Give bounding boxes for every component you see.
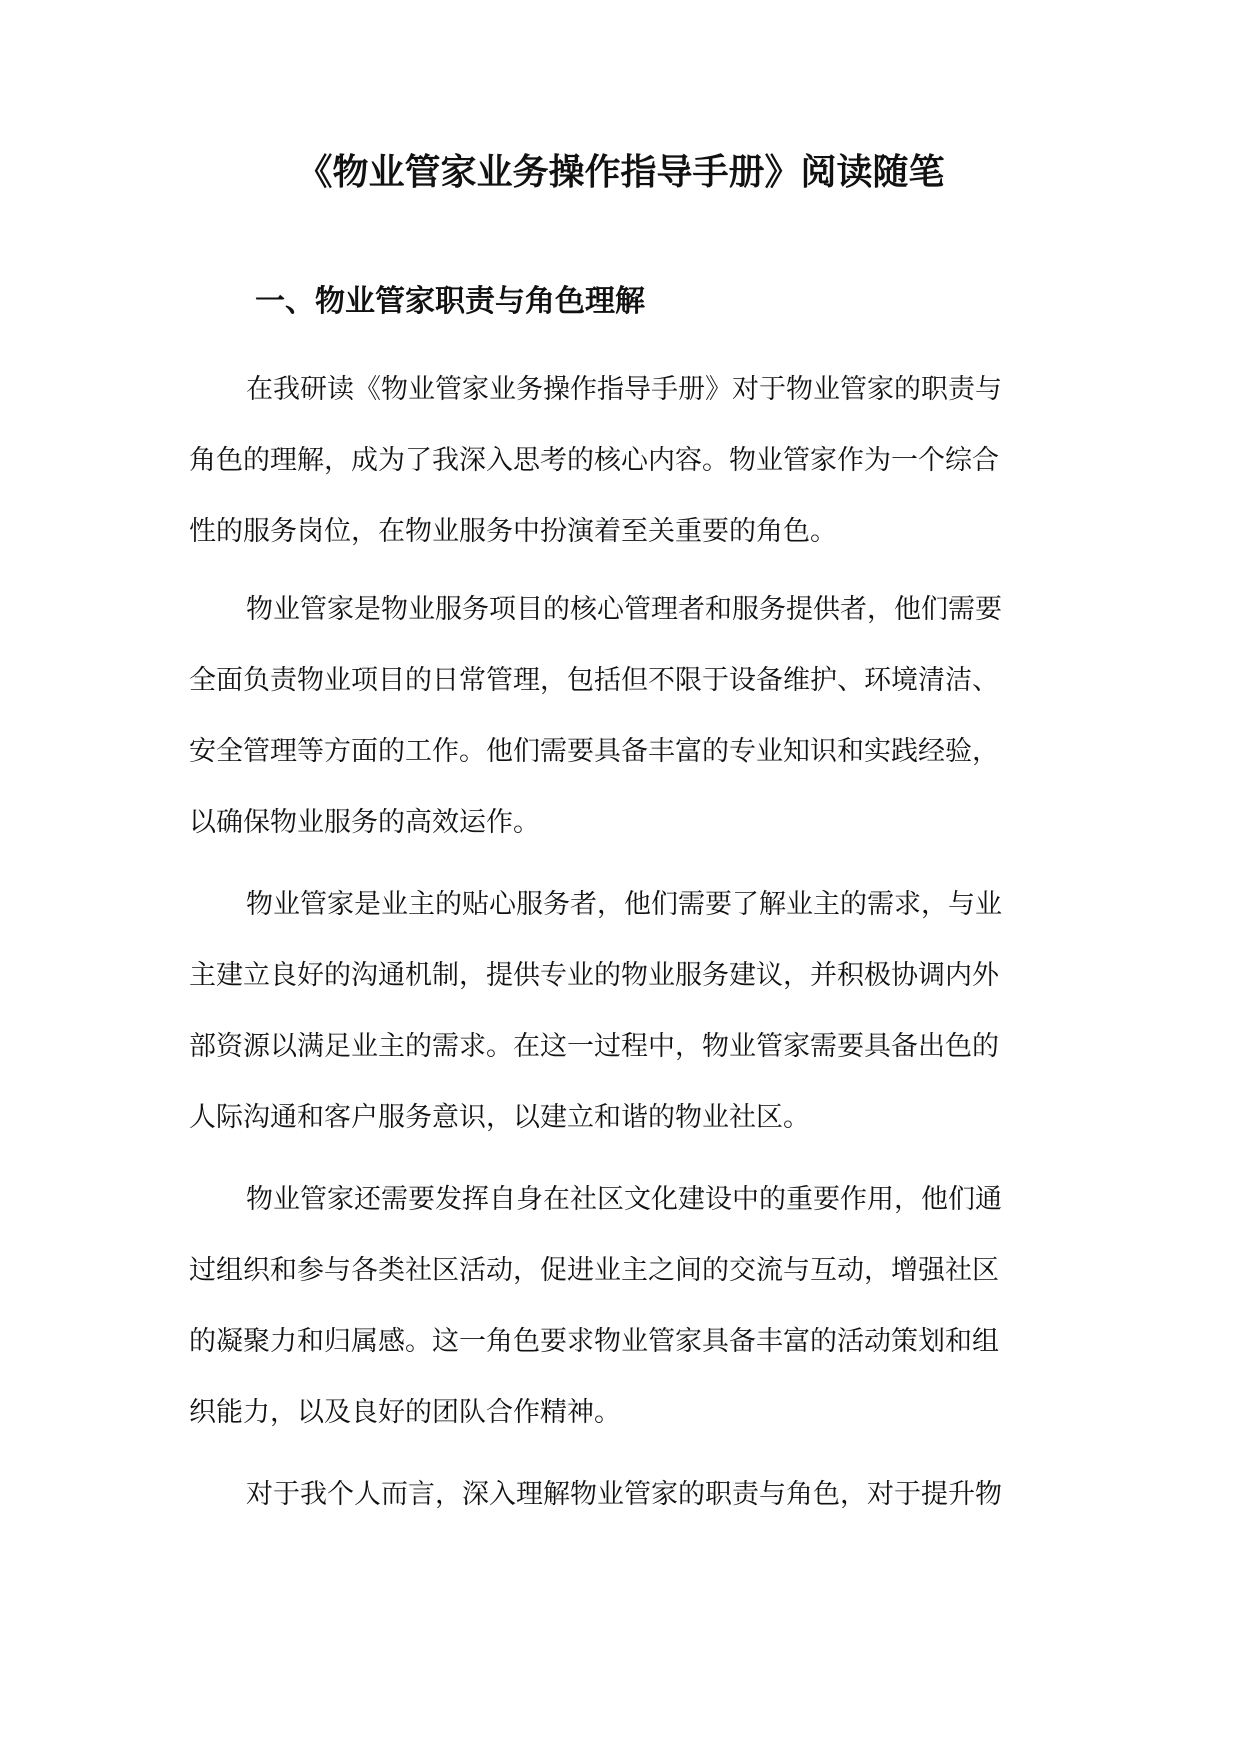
body-line: 角色的理解，成为了我深入思考的核心内容。物业管家作为一个综合	[189, 445, 999, 476]
body-line: 物业管家是业主的贴心服务者，他们需要了解业主的需求，与业	[246, 889, 1002, 920]
body-line: 织能力，以及良好的团队合作精神。	[189, 1397, 621, 1428]
body-line: 过组织和参与各类社区活动，促进业主之间的交流与互动，增强社区	[189, 1255, 999, 1286]
body-line: 主建立良好的沟通机制，提供专业的物业服务建议，并积极协调内外	[189, 960, 999, 991]
body-line: 物业管家是物业服务项目的核心管理者和服务提供者，他们需要	[246, 594, 1002, 625]
body-line: 性的服务岗位，在物业服务中扮演着至关重要的角色。	[189, 516, 837, 547]
body-line: 部资源以满足业主的需求。在这一过程中，物业管家需要具备出色的	[189, 1031, 999, 1062]
section-heading: 一、物业管家职责与角色理解	[255, 284, 645, 319]
body-line: 物业管家还需要发挥自身在社区文化建设中的重要作用，他们通	[246, 1184, 1002, 1215]
body-line: 的凝聚力和归属感。这一角色要求物业管家具备丰富的活动策划和组	[189, 1326, 999, 1357]
body-line: 在我研读《物业管家业务操作指导手册》对于物业管家的职责与	[246, 374, 1002, 405]
body-line: 全面负责物业项目的日常管理，包括但不限于设备维护、环境清洁、	[189, 665, 999, 696]
body-line: 安全管理等方面的工作。他们需要具备丰富的专业知识和实践经验，	[189, 736, 999, 767]
body-line: 人际沟通和客户服务意识，以建立和谐的物业社区。	[189, 1102, 810, 1133]
document-title: 《物业管家业务操作指导手册》阅读随笔	[296, 152, 945, 193]
body-line: 对于我个人而言，深入理解物业管家的职责与角色，对于提升物	[246, 1479, 1002, 1510]
body-line: 以确保物业服务的高效运作。	[189, 807, 540, 838]
